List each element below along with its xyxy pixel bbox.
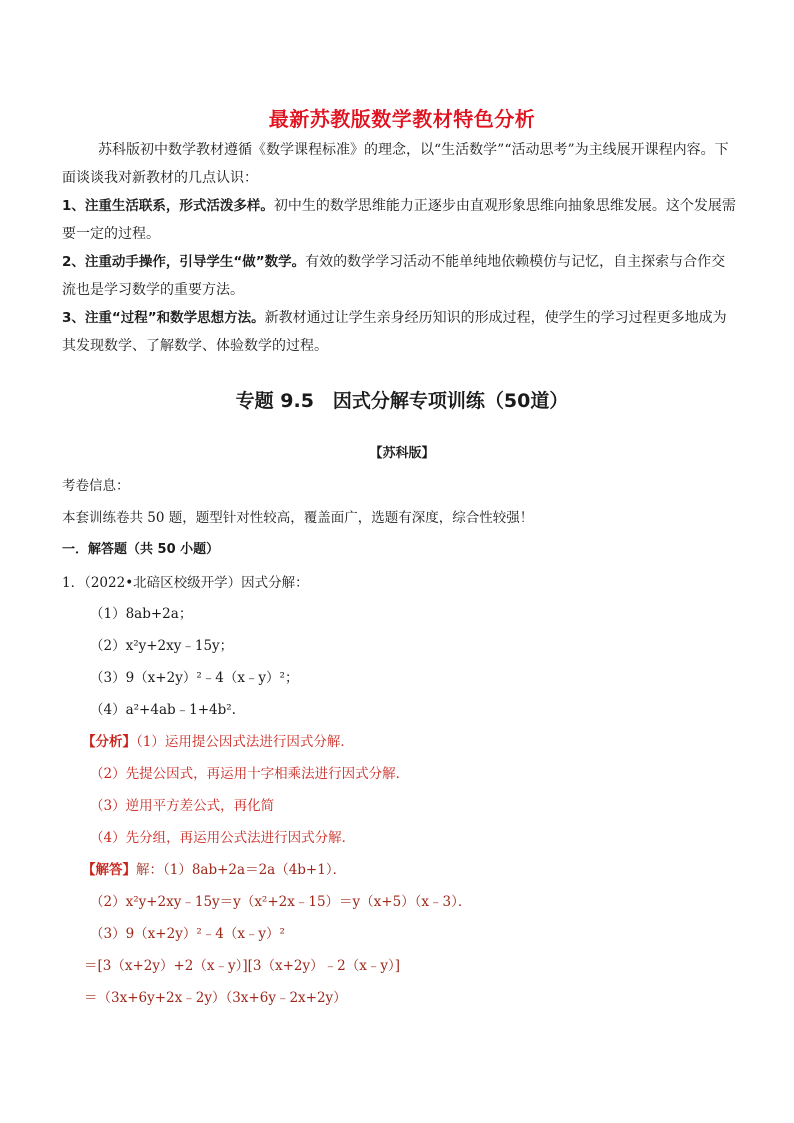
exam-info-label: 考卷信息： [62,478,130,494]
point-1-text: 初中生的数学思维能力正逐步由直观形象思维向抽象思维发展。这个发展需要一定的过程。 [62,198,736,242]
analysis-line-1 [82,730,354,750]
answer-line-2: （2）x²y+2xy﹣15y＝y（x²+2x﹣15）＝y（x+5）（x﹣3）． [90,894,472,910]
edition-label: 【苏科版】 [369,446,435,461]
answer-tag: 【解答】 [82,862,136,878]
answer-line-5: ＝（3x+6y+2x﹣2y）（3x+6y﹣2x+2y） [84,990,347,1006]
analysis-tag: 【分析】 [82,734,136,750]
analysis-line-3: （3）逆用平方差公式，再化简 [90,798,275,814]
exam-info-text: 本套训练卷共 50 题，题型针对性较高，覆盖面广，选题有深度，综合性较强！ [62,510,534,526]
answer-line-4: ＝[3（x+2y）+2（x﹣y）][3（x+2y）﹣2（x﹣y）] [84,958,400,974]
answer-line-1 [82,858,346,878]
question-1-item-2: （2）x²y+2xy﹣15y； [90,638,234,654]
point-2 [62,248,738,304]
point-3-text: 新教材通过让学生亲身经历知识的形成过程，使学生的学习过程更多地成为其发现数学、了解数学、体验数学的过程。 [62,310,727,354]
question-1-item-3: （3）9（x+2y）²﹣4（x﹣y）²； [90,670,299,686]
analysis-line-4: （4）先分组，再运用公式法进行因式分解． [90,830,356,846]
question-1-item-1: （1）8ab+2a； [90,606,193,622]
answer-text-1: 解：（1）8ab+2a＝2a（4b+1）． [136,862,347,878]
point-2-text: 有效的数学学习活动不能单纯地依赖模仿与记忆，自主探索与合作交流也是学习数学的重要方法。 [62,254,726,298]
question-1-item-4: （4）a²+4ab﹣1+4b². [90,702,236,718]
answer-line-3: （3）9（x+2y）²﹣4（x﹣y）² [90,926,285,942]
point-1-heading: 1、注重生活联系，形式活泼多样。 [62,198,274,214]
part-heading: 一．解答题（共 50 小题） [62,542,220,557]
analysis-line-2: （2）先提公因式，再运用十字相乘法进行因式分解． [90,766,410,782]
point-3 [62,304,738,360]
point-3-heading: 3、注重“过程”和数学思想方法。 [62,310,265,326]
analysis-text-1: （1）运用提公因式法进行因式分解． [136,734,354,750]
question-1-stem: 1．（2022•北碚区校级开学）因式分解： [62,575,309,591]
section-title: 专题 9.5 因式分解专项训练（50道） [235,390,569,412]
page-title: 最新苏教版数学教材特色分析 [268,107,536,131]
intro-paragraph: 苏科版初中数学教材遵循《数学课程标准》的理念，以“生活数学”“活动思考”为主线展开课程内容。下面谈谈我对新教材的几点认识： [62,142,729,186]
point-1 [62,192,738,248]
point-2-heading: 2、注重动手操作，引导学生“做”数学。 [62,254,306,270]
